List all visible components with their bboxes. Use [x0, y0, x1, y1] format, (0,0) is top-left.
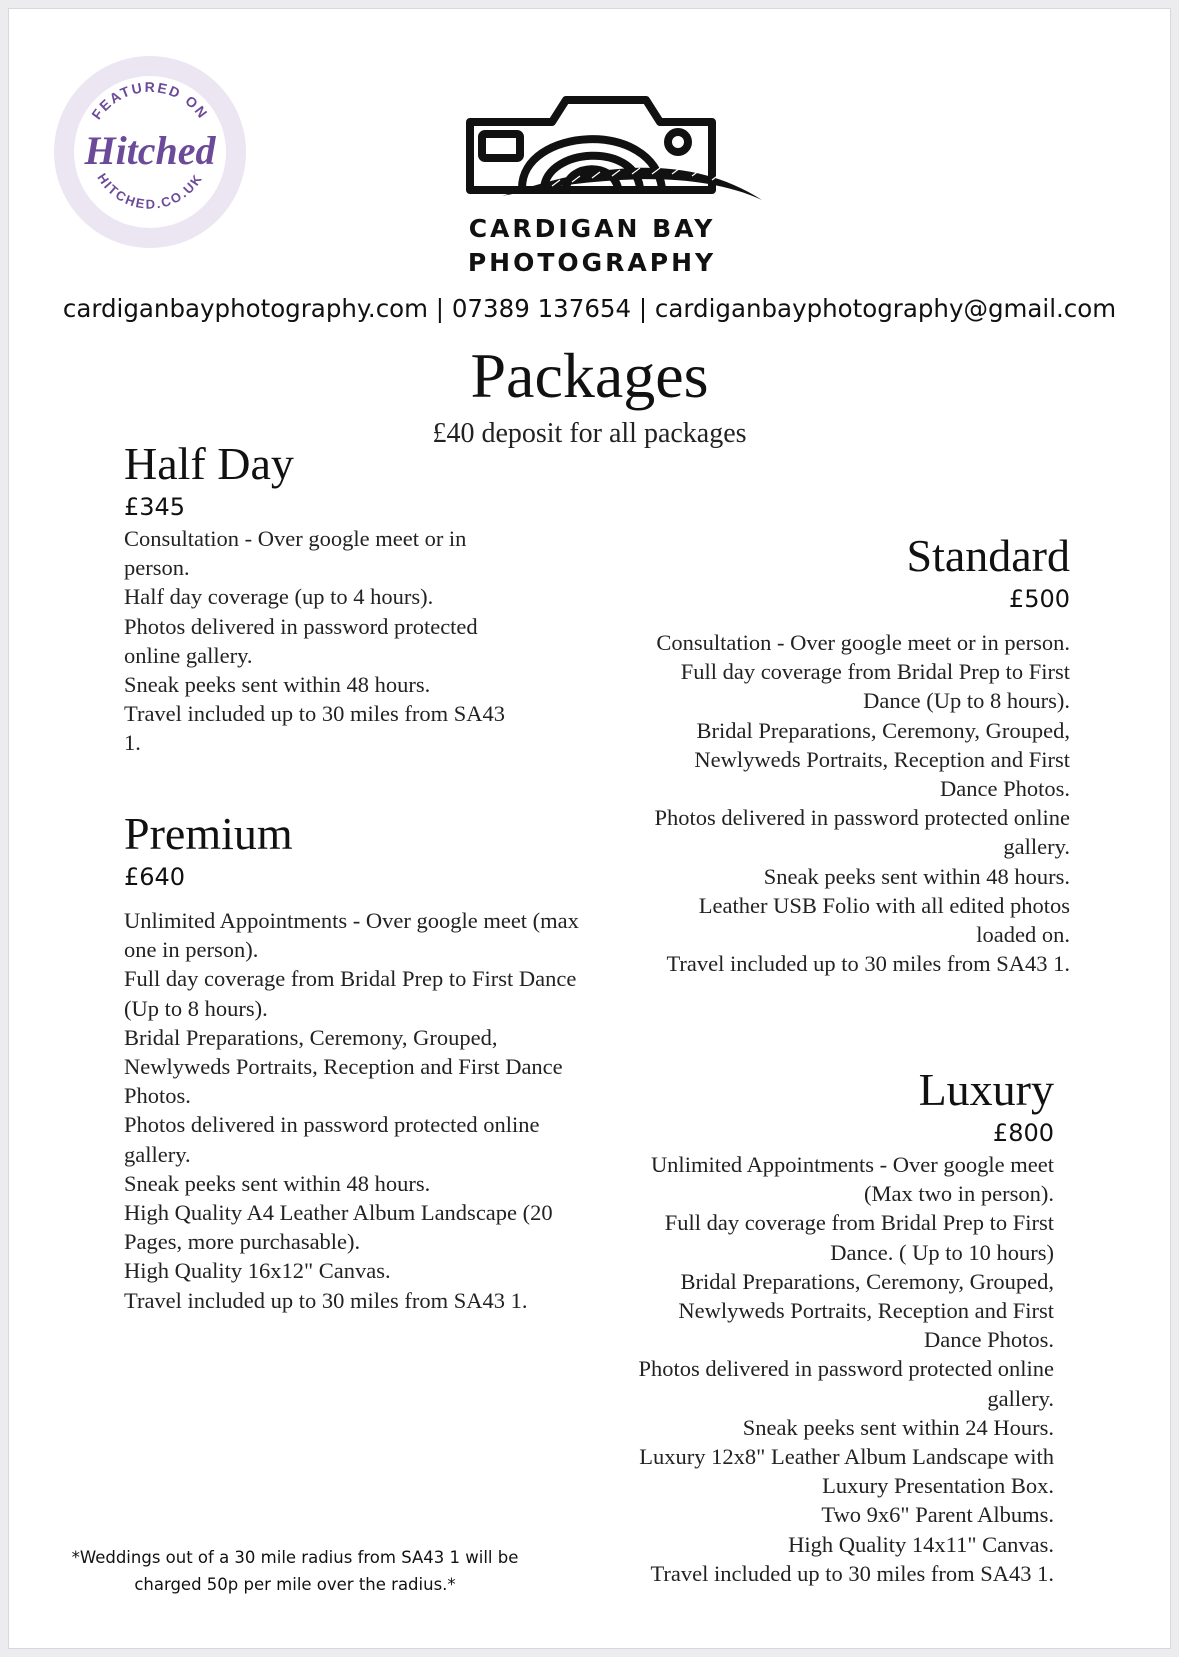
- feature-line: Two 9x6" Parent Albums.: [821, 1502, 1054, 1528]
- feature-line: Luxury Presentation Box.: [822, 1473, 1054, 1499]
- feature-line: Full day coverage from Bridal Prep to First Dance: [124, 966, 577, 992]
- deposit-subtitle: £40 deposit for all packages: [432, 418, 747, 449]
- feature-line: Newlyweds Portraits, Reception and First: [678, 1298, 1054, 1324]
- feature-line: Dance (Up to 8 hours).: [863, 688, 1070, 714]
- feature-line: Bridal Preparations, Ceremony, Grouped,: [680, 1268, 1054, 1294]
- feature-line: Unlimited Appointments - Over google meet: [650, 1152, 1054, 1177]
- feature-line: Bridal Preparations, Ceremony, Grouped,: [124, 1024, 498, 1050]
- feature-line: Sneak peeks sent within 48 hours.: [124, 1170, 431, 1196]
- feature-line: Dance Photos.: [924, 1327, 1054, 1353]
- feature-line: Full day coverage from Bridal Prep to First: [680, 659, 1070, 685]
- feature-line: Travel included up to 30 miles from SA43 1.: [124, 701, 506, 756]
- package-features: [124, 524, 524, 758]
- feature-line: Sneak peeks sent within 48 hours.: [124, 672, 431, 698]
- feature-line: gallery.: [987, 1385, 1054, 1411]
- badge-name: Hitched: [84, 128, 216, 173]
- feature-line: Consultation - Over google meet or in person.: [656, 630, 1070, 655]
- package-features: [124, 906, 604, 1315]
- feature-line: High Quality A4 Leather Album Landscape (20: [124, 1200, 553, 1226]
- package-name: Standard: [906, 530, 1070, 581]
- camera-icon: [462, 88, 772, 218]
- feature-line: Travel included up to 30 miles from SA43 1.: [666, 951, 1070, 977]
- package-premium: [124, 808, 604, 1315]
- feature-line: (Max two in person).: [864, 1181, 1054, 1207]
- feature-line: Photos delivered in password protected online: [638, 1356, 1054, 1382]
- feature-line: loaded on.: [976, 922, 1070, 948]
- badge-bottom-text: HITCHED.CO.UK: [94, 170, 206, 212]
- feature-line: Sneak peeks sent within 48 hours.: [763, 863, 1070, 889]
- travel-note-line-2: charged 50p per mile over the radius.*: [134, 1575, 456, 1594]
- package-name: Half Day: [124, 438, 294, 489]
- feature-line: Consultation - Over google meet or in: [124, 526, 467, 551]
- feature-line: Newlyweds Portraits, Reception and First: [694, 746, 1070, 772]
- feature-line: Travel included up to 30 miles from SA43 1.: [124, 1287, 528, 1313]
- feature-line: Photos delivered in password protected online: [124, 1112, 540, 1138]
- brand-name: [462, 212, 722, 280]
- feature-line: Bridal Preparations, Ceremony, Grouped,: [696, 717, 1070, 743]
- package-price: £640: [124, 863, 186, 891]
- feature-line: person.: [124, 555, 190, 581]
- feature-line: Photos delivered in password protected online: [654, 805, 1070, 831]
- feature-line: Pages, more purchasable).: [124, 1229, 361, 1255]
- feature-line: Half day coverage (up to 4 hours).: [124, 584, 434, 610]
- feature-line: Photos.: [124, 1083, 191, 1109]
- contact-line: cardiganbayphotography.com | 07389 137654 | cardiganbayphotography@gmail.com: [62, 294, 1117, 323]
- feature-line: online gallery.: [124, 642, 253, 668]
- package-price: £800: [992, 1119, 1054, 1147]
- badge-top-text: FEATURED ON: [88, 78, 212, 123]
- brand-line-2: PHOTOGRAPHY: [467, 248, 717, 277]
- feature-line: High Quality 14x11" Canvas.: [788, 1531, 1054, 1557]
- feature-line: Luxury 12x8" Leather Album Landscape with: [639, 1444, 1054, 1470]
- feature-line: one in person).: [124, 937, 259, 963]
- feature-line: Dance. ( Up to 10 hours): [830, 1239, 1054, 1265]
- feature-line: Travel included up to 30 miles from SA43 1.: [650, 1560, 1054, 1586]
- travel-note: [60, 1544, 530, 1598]
- feature-line: Leather USB Folio with all edited photos: [698, 892, 1070, 918]
- feature-line: (Up to 8 hours).: [124, 995, 268, 1021]
- package-standard: [620, 530, 1070, 978]
- package-features: [620, 628, 1070, 978]
- package-name: Luxury: [918, 1064, 1054, 1115]
- package-price: £500: [1008, 585, 1070, 613]
- package-name: Premium: [124, 808, 293, 859]
- page-title: Packages: [470, 340, 709, 411]
- feature-line: Unlimited Appointments - Over google meet (max: [124, 908, 579, 933]
- feature-line: gallery.: [124, 1141, 191, 1167]
- brand-line-1: CARDIGAN BAY: [468, 214, 716, 243]
- feature-line: Newlyweds Portraits, Reception and First Dance: [124, 1054, 563, 1080]
- feature-line: Full day coverage from Bridal Prep to First: [664, 1210, 1054, 1236]
- package-price: £345: [124, 493, 186, 521]
- package-luxury: [610, 1064, 1054, 1588]
- feature-line: Sneak peeks sent within 24 Hours.: [742, 1414, 1054, 1440]
- hitched-badge: [50, 52, 250, 252]
- package-half-day: [124, 438, 524, 758]
- package-features: [610, 1150, 1054, 1588]
- travel-note-line-1: *Weddings out of a 30 mile radius from SA43 1 will be: [71, 1548, 519, 1567]
- feature-line: High Quality 16x12" Canvas.: [124, 1258, 391, 1284]
- feature-line: Photos delivered in password protected: [124, 613, 478, 639]
- feature-line: Dance Photos.: [940, 776, 1070, 802]
- feature-line: gallery.: [1003, 834, 1070, 860]
